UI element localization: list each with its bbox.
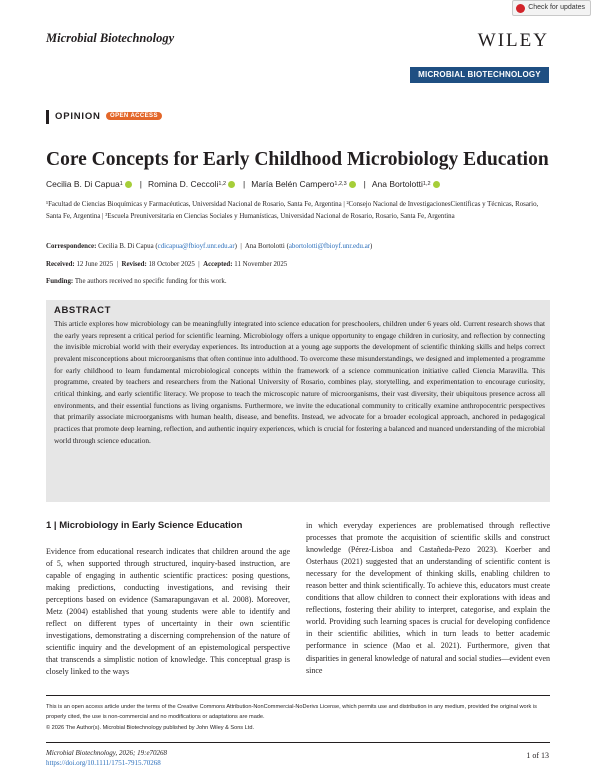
author-name[interactable]: María Belén Campero	[251, 179, 335, 189]
abstract-text: This article explores how microbiology can be meaningfully integrated into science education for preschoolers, children under 6 years old. Current research shows that the early years represent a critical period for scientific learning. Microbiology offers a unique opportunity to engage children in curiosity, and reflection by connecting the invisible microbial world with their everyday experiences. Its introduction at a young age supports the development of scientific thinking skills and helps correct prevalent misconceptions about microorganisms that often continue into adulthood. To overcome these misunderstandings, we designed and implemented a programme for early childhood to learn fundamental microbiological concepts within the framework of a science communication initiative called Ciencia Maravilla. This programme, created by teachers and researchers from the National University of Rosario, combines play, storytelling, and experimentation to encourage curiosity, critical thinking, and early scientific literacy. We propose to teach the microscopic nature of microorganisms, their vast diversity, their ubiquitous presence across all environments, and their essential functions as living organisms. Furthermore, we invite the educational community to critically examine anthropocentric perspectives that primarily associate microorganisms with human health, disease, and benefits. Instead, we advocate for a broader ecological approach, anchored in pedagogical practices that promote deep learning, reflection, and authentic inquiry experiences, which is crucial for fostering a balanced and nuanced understanding of the microbial world through science education.	[54, 319, 545, 445]
received-date: 12 June 2025	[76, 261, 114, 268]
author-name[interactable]: Cecilia B. Di Capua	[46, 179, 120, 189]
abstract-heading: ABSTRACT	[54, 305, 112, 316]
article-title: Core Concepts for Early Childhood Microbiology Education	[46, 149, 549, 170]
check-for-updates-label: Check for updates	[528, 4, 585, 11]
orcid-icon[interactable]	[125, 181, 132, 188]
received-label: Received:	[46, 261, 75, 268]
funding	[46, 278, 227, 285]
article-type: OPINION	[55, 111, 101, 122]
copyright: © 2026 The Author(s). Microbial Biotechnology published by John Wiley & Sons Ltd.	[46, 725, 254, 731]
page-number: 1 of 13	[526, 751, 549, 760]
doi-link[interactable]: https://doi.org/10.1111/1751-7915.70268	[46, 759, 161, 767]
author-name[interactable]: Ana Bortolotti	[371, 179, 423, 189]
correspondence: Correspondence: Cecilia B. Di Capua (cdicapua@fbioyf.unr.edu.ar) | Ana Bortolotti (abortolotti@fbioyf.unr.edu.ar)	[46, 243, 373, 250]
updates-icon	[516, 4, 525, 13]
publisher-logo[interactable]: WILEY	[477, 30, 549, 51]
body-column-right: in which everyday experiences are problematised through reflective processes that promote the acquisition of scientific skills and construct knowledge (Pérez-Lisboa and Castañeda-Pezo 2023). Koerber and Osterhaus (2021) suggested that an understanding of scientific content is necessary for the development of thinking skills, enabling children to reason better and think scientifically. To achieve this, educators must create conditions that allow children to connect their explorations with ideas and reflections, fostering their ability to interpret, categorise, and explain the world. Providing such learning spaces is crucial for developing confidence in their scientific abilities, which in turn leads to better academic performance in science (Mao et al. 2021). Furthermore, given that disparities in general knowledge of natural and social studies—evident even since	[306, 521, 550, 675]
citation: Microbial Biotechnology, 2026; 19:e70268	[46, 749, 168, 757]
check-for-updates-button[interactable]	[512, 0, 591, 16]
correspondence-label: Correspondence:	[46, 243, 97, 250]
orcid-icon[interactable]	[349, 181, 356, 188]
author-separator: |	[139, 179, 142, 189]
footer-rule	[46, 742, 550, 743]
correspondence-name: Ana Bortolotti	[244, 243, 285, 250]
section-heading: 1 | Microbiology in Early Science Education	[46, 520, 243, 531]
revised-label: Revised:	[121, 261, 147, 268]
affiliations: ¹Facultad de Ciencias Bioquímicas y Farmacéuticas, Universidad Nacional de Rosario, Santa Fe, Argentina | ²Consejo Nacional de InvestigacionesCientíficas y Técnicas, Rosario, Santa Fe, Argentina | ³Escuela Preuniversitaria en Ciencias Sociales y Humanísticas, Universidad Nacional de Rosario, Rosario, Santa Fe, Argentina	[46, 201, 539, 220]
orcid-icon[interactable]	[228, 181, 235, 188]
author-separator: |	[363, 179, 366, 189]
open-access-badge: OPEN ACCESS	[106, 112, 162, 120]
email-link[interactable]: cdicapua@fbioyf.unr.edu.ar	[157, 243, 235, 250]
journal-name: Microbial Biotechnology	[46, 31, 175, 45]
article-type-bar	[46, 110, 49, 124]
author-affiliation-mark: 1	[119, 181, 123, 187]
author-name[interactable]: Romina D. Ceccoli	[147, 179, 219, 189]
author-affiliation-mark: 1,2	[218, 181, 227, 187]
author-list	[46, 179, 442, 189]
accepted-date: 11 November 2025	[234, 261, 288, 268]
journal-banner[interactable]: MICROBIAL BIOTECHNOLOGY	[410, 67, 549, 83]
revised-date: 18 October 2025	[148, 261, 195, 268]
email-link[interactable]: abortolotti@fbioyf.unr.edu.ar	[288, 243, 371, 250]
funding-text: The authors received no specific funding for this work.	[74, 278, 227, 285]
author-affiliation-mark: 1,2,3	[334, 181, 347, 187]
correspondence-name: Cecilia B. Di Capua	[98, 243, 154, 250]
license-text: This is an open access article under the terms of the Creative Commons Attribution-NonCommercial-NoDerivs License, which permits use and distribution in any medium, provided the original work is properly cited, the use is non-commercial and no modifications or adaptations are made.	[46, 704, 537, 720]
body-column-left: Evidence from educational research indicates that children around the age of 5, when supported through structured, inquiry-based instruction, are capable of engaging in authentic scientific practices: posing questions, making predictions, conducting investigations, and revising their perceptions based on evidence (Samarapungavan et al. 2008). Moreover, Metz (2004) established that young students were able to identify and reflect on different types of uncertainty in their own scientific investigations, demonstrating a discerning comprehension of the nature of scientific inquiry and the development of an epistemological perspective that transcends a simplistic notion of knowledge. This conceptual grasp is closely linked to the ways	[46, 547, 290, 677]
footer-rule	[46, 695, 550, 696]
author-separator: |	[243, 179, 246, 189]
author-affiliation-mark: 1,2	[422, 181, 431, 187]
accepted-label: Accepted:	[203, 261, 233, 268]
article-dates: Received: 12 June 2025 | Revised: 18 October 2025 | Accepted: 11 November 2025	[46, 261, 288, 268]
funding-label: Funding:	[46, 278, 74, 285]
orcid-icon[interactable]	[433, 181, 440, 188]
